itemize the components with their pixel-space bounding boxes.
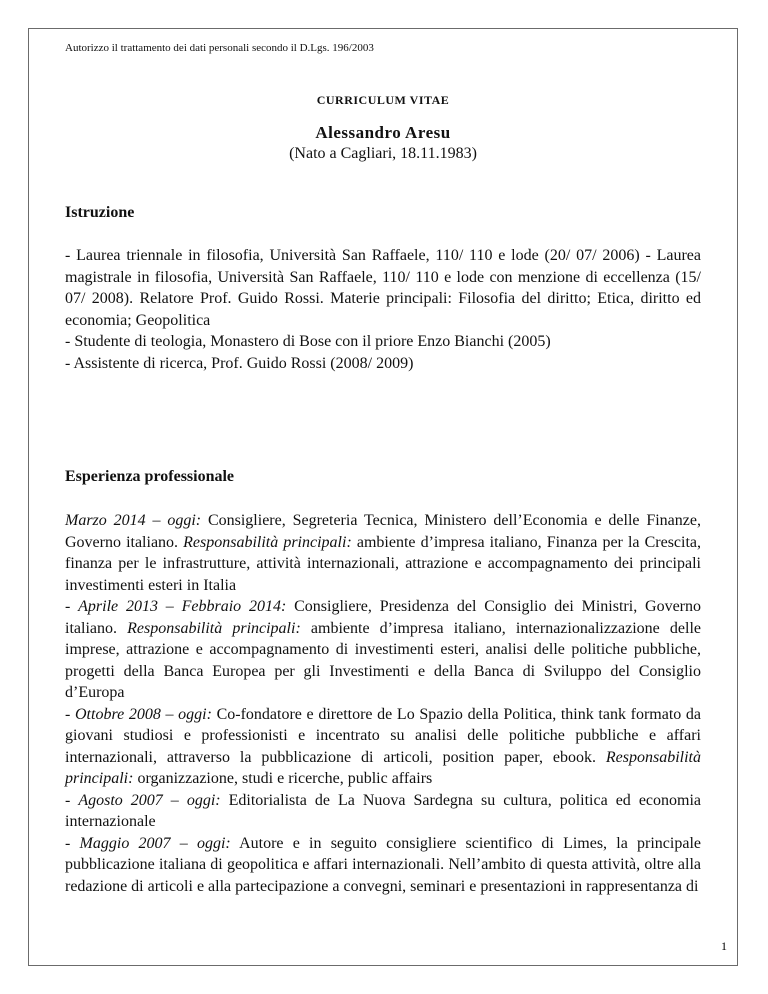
experience-block (65, 510, 701, 897)
education-item: - Studente di teologia, Monastero di Bose con il priore Enzo Bianchi (2005) (65, 333, 551, 350)
document-title: CURRICULUM VITAE (316, 93, 450, 107)
experience-item: - Agosto 2007 – oggi: Editorialista de La Nuova Sardegna su cultura, politica ed economia internazionale (65, 791, 702, 830)
experience-item: - Ottobre 2008 – oggi: Co-fondatore e direttore de Lo Spazio della Politica, think tank formato da giovani studiosi e professionisti e incentrato su analisi delle politiche pubbliche e affari internazionali, attraverso la pubblicazione di articoli, position paper, ebook. Responsabilità principali: organizzazione, studi e ricerche, public affairs (65, 705, 702, 787)
experience-period: Ottobre 2008 – oggi: (75, 705, 212, 723)
experience-period: Aprile 2013 – Febbraio 2014: (78, 598, 287, 615)
page-content (65, 41, 702, 895)
experience-item: Marzo 2014 – oggi: Consigliere, Segreteria Tecnica, Ministero dell’Economia e delle Finanze, Governo italiano. Responsabilità principali: ambiente d’impresa italiano, Finanza per la Crescita, finanza per le infrastrutture, attività internazionali, attrazione e accompagnamento dei principali investimenti esteri in Italia (65, 512, 702, 594)
experience-heading: Esperienza professionale (65, 468, 235, 485)
experience-period: Maggio 2007 – oggi: (79, 834, 231, 852)
responsibility-label: Responsabilità principali: (127, 619, 301, 637)
privacy-note: Autorizzo il trattamento dei dati personali secondo il D.Lgs. 196/2003 (65, 42, 374, 54)
page-number: 1 (721, 939, 727, 953)
experience-item: - Maggio 2007 – oggi: Autore e in seguito consigliere scientifico di Limes, la principale pubblicazione italiana di geopolitica e affari internazionali. Nell’ambito di questa attività, oltre alla redazione di articoli e alla partecipazione a convegni, seminari e presentazioni in rappresentanza di (65, 834, 702, 895)
education-heading: Istruzione (65, 204, 135, 221)
responsibility-label: Responsabilità principali: (183, 533, 352, 551)
experience-period: Marzo 2014 – oggi: (65, 512, 202, 529)
responsibility-label: Responsabilità principali: (65, 748, 701, 787)
education-block (65, 245, 701, 374)
experience-period: Agosto 2007 – oggi: (78, 791, 221, 809)
education-item: - Laurea triennale in filosofia, Università San Raffaele, 110/ 110 e lode (20/ 07/ 2006) - Laurea magistrale in filosofia, Università San Raffaele, 110/ 110 e lode con menzione di eccellenza (15/ 07/ 2008). Relatore Prof. Guido Rossi. Materie principali: Filosofia del diritto; Etica, diritto ed economia; Geopolitica (65, 247, 701, 329)
birth-info: (Nato a Cagliari, 18.11.1983) (289, 145, 477, 162)
document-page (28, 28, 738, 966)
education-item: - Assistente di ricerca, Prof. Guido Rossi (2008/ 2009) (65, 354, 414, 372)
person-name: Alessandro Aresu (315, 123, 451, 142)
experience-item: - Aprile 2013 – Febbraio 2014: Consigliere, Presidenza del Consiglio dei Ministri, Governo italiano. Responsabilità principali: ambiente d’impresa italiano, internazionalizzazione delle imprese, attrazione e accompagnamento di investimenti esteri, analisi delle politiche pubbliche, progetti della Banca Europea per gli Investimenti e della Banca di Sviluppo del Consiglio d’Europa (65, 598, 702, 701)
